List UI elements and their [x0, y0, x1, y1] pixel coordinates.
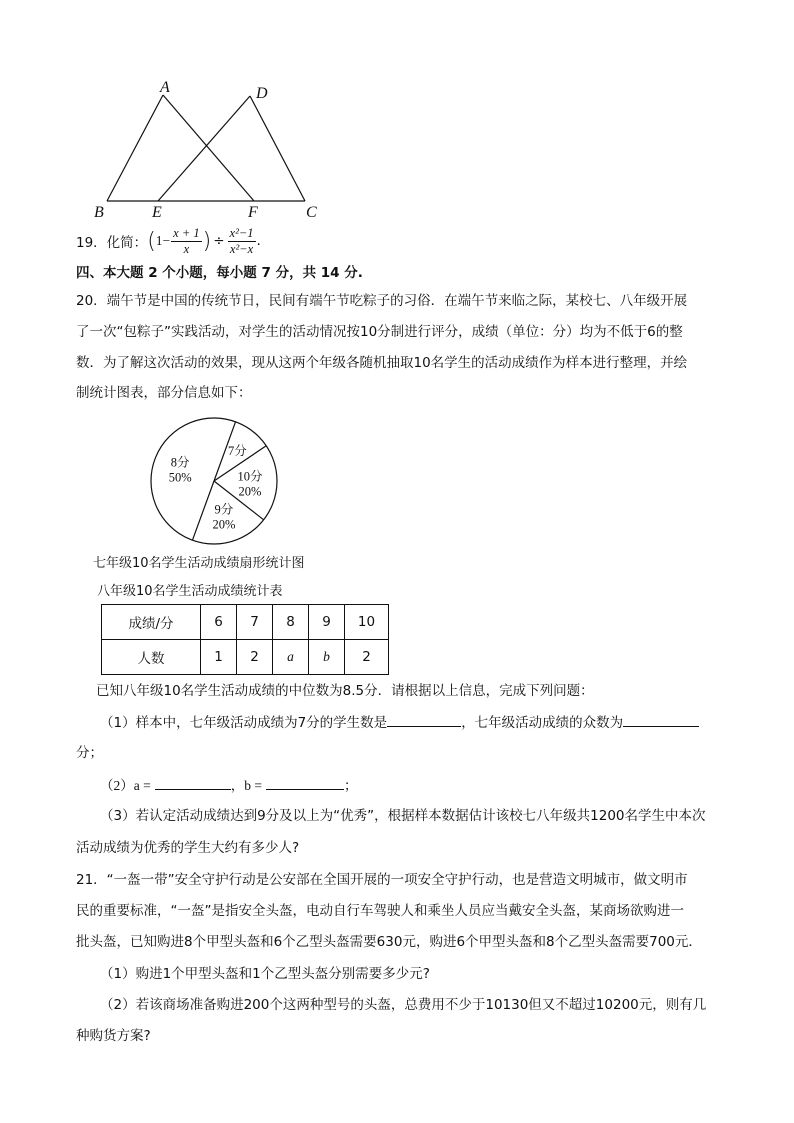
answer-blank-mode[interactable] — [623, 712, 699, 727]
left-paren: ( — [147, 228, 156, 254]
table-cell: 成绩/分 — [102, 605, 201, 640]
q21-part-1: （1）购进1个甲型头盔和1个乙型头盔分别需要多少元? — [100, 966, 430, 982]
q20-part2-end: ； — [343, 778, 358, 794]
table-cell: 6 — [201, 605, 237, 640]
frac1-denominator: x — [183, 241, 190, 256]
table-cell: 2 — [345, 640, 389, 675]
q19-one: 1− — [155, 233, 171, 248]
pie-slice-label: 7分 — [228, 444, 247, 459]
q20-part1-text-b: ，七年级活动成绩的众数为 — [461, 715, 624, 731]
table-cell: 1 — [201, 640, 237, 675]
q19-fraction-2 — [228, 226, 256, 257]
pie-slice-label: 9分 — [214, 502, 234, 517]
table-cell: 人数 — [102, 640, 201, 675]
q21-line-2: 民的重要标准，“一盔”是指安全头盔，电动自行车驾驶人和乘坐人员应当戴安全头盔，某商场欲购进一 — [76, 903, 684, 919]
table-title: 八年级10名学生活动成绩统计表 — [97, 584, 283, 599]
triangle-figure — [90, 78, 330, 223]
q20-line-1: 20．端午节是中国的传统节日，民间有端午节吃粽子的习俗．在端午节来临之际，某校七、八年级开展 — [76, 293, 688, 309]
q20-part2-b-label: ，b = — [230, 778, 262, 793]
pie-chart — [148, 415, 280, 547]
q20-part-1 — [100, 712, 699, 733]
pie-slice-label: 8分 — [170, 455, 190, 470]
table-cell: b — [309, 640, 345, 675]
table-cell: 7 — [237, 605, 273, 640]
q19-end: . — [256, 233, 261, 249]
q20-part-3-line-1: （3）若认定活动成绩达到9分及以上为“优秀”，根据样本数据估计该校七八年级共1200名学生中本次 — [100, 808, 706, 824]
score-table — [101, 604, 389, 675]
table-cell: a — [273, 640, 309, 675]
segment-AF — [163, 95, 254, 201]
label-D: D — [256, 85, 268, 102]
label-C: C — [306, 204, 317, 221]
q20-line-2: 了一次“包粽子”实践活动，对学生的活动情况按10分制进行评分，成绩（单位：分）均为不低于6的整 — [76, 324, 683, 340]
q19-label: 19．化简： — [76, 235, 148, 251]
q20-part-3-line-2: 活动成绩为优秀的学生大约有多少人? — [76, 840, 300, 856]
q19-expression — [76, 222, 261, 260]
q20-part-2 — [100, 775, 357, 796]
frac2-denominator: x²−x — [229, 241, 254, 256]
q19-fraction-1 — [171, 226, 201, 257]
q20-line-3: 数．为了解这次活动的效果，现从这两个年级各随机抽取10名学生的活动成绩作为样本进行整理，并绘 — [76, 355, 688, 371]
pie-slice-boundary — [192, 481, 214, 540]
q20-known-info: 已知八年级10名学生活动成绩的中位数为8.5分．请根据以上信息，完成下列问题： — [96, 683, 594, 699]
answer-blank-7-count[interactable] — [387, 712, 461, 727]
q20-part1-unit: 分； — [76, 745, 103, 761]
q19-divide: ÷ — [213, 233, 225, 249]
label-E: E — [152, 204, 162, 221]
table-cell: 10 — [345, 605, 389, 640]
pie-slice-label: 10分 — [237, 469, 263, 484]
q21-part-2-line-2: 种购货方案? — [76, 1028, 151, 1044]
q20-line-4: 制统计图表，部分信息如下： — [76, 385, 252, 401]
pie-slice-percent: 20% — [238, 484, 262, 499]
table-cell: 2 — [237, 640, 273, 675]
section-4-heading: 四、本大题 2 个小题，每小题 7 分，共 14 分. — [76, 265, 363, 281]
q20-part2-a-label: （2）a = — [100, 778, 151, 793]
right-paren: ) — [202, 228, 212, 254]
pie-slice-percent: 20% — [212, 517, 236, 532]
frac2-numerator: x²−1 — [229, 225, 254, 240]
answer-blank-b[interactable] — [266, 775, 344, 790]
segment-ED — [158, 96, 250, 201]
q21-line-3: 批头盔，已知购进8个甲型头盔和6个乙型头盔需要630元，购进6个甲型头盔和8个乙型头盔需要700元． — [76, 934, 702, 950]
q21-part-2-line-1: （2）若该商场准备购进200个这两种型号的头盔，总费用不少于10130但又不超过10200元，则有几 — [100, 997, 707, 1013]
label-F: F — [248, 204, 258, 221]
segment-AB — [107, 95, 163, 201]
table-row — [102, 605, 389, 640]
table-row — [102, 640, 389, 675]
q20-part1-text-a: （1）样本中，七年级活动成绩为7分的学生数是 — [100, 715, 388, 731]
pie-caption: 七年级10名学生活动成绩扇形统计图 — [93, 556, 305, 571]
frac1-numerator: x + 1 — [173, 225, 200, 240]
q21-line-1: 21．“一盔一带”安全守护行动是公安部在全国开展的一项安全守护行动，也是营造文明城市，做文明市 — [76, 872, 688, 888]
pie-slice-percent: 50% — [168, 470, 192, 485]
label-A: A — [160, 79, 170, 96]
segment-DC — [250, 96, 305, 201]
table-cell: 8 — [273, 605, 309, 640]
answer-blank-a[interactable] — [155, 775, 231, 790]
table-cell: 9 — [309, 605, 345, 640]
label-B: B — [94, 204, 104, 221]
